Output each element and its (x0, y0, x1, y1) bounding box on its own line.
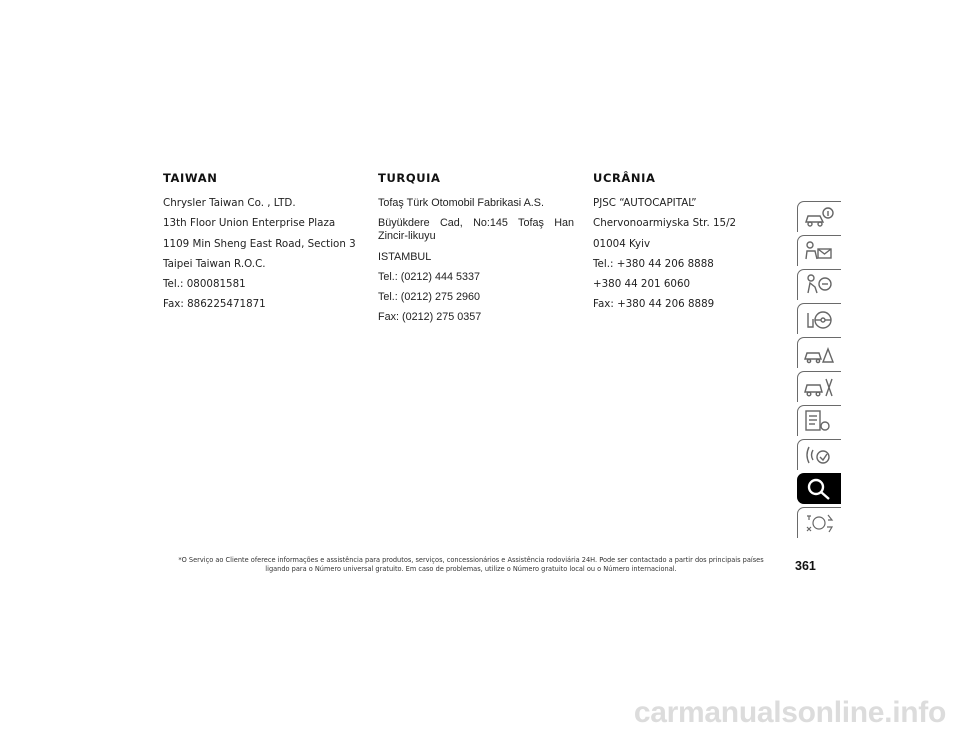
address-line: 1109 Min Sheng East Road, Section 3 (163, 237, 356, 250)
tab-index[interactable] (797, 507, 841, 538)
phone-line: Tel.: (0212) 444 5337 (378, 270, 481, 283)
phone-line: Tel.: 080081581 (163, 278, 246, 291)
footnote-line: *O Serviço ao Cliente oferece informações e assistência para produtos, serviços, concessionários e Assistência rodoviária 24H. Pode ser contactado a partir dos principais países (178, 556, 764, 564)
address-line: 01004 Kyiv (593, 237, 651, 250)
fax-line: Fax: 886225471871 (163, 298, 266, 311)
tab-multimedia[interactable] (797, 439, 841, 470)
address-line: Taipei Taiwan R.O.C. (163, 257, 266, 270)
tab-customer-assistance[interactable] (797, 473, 841, 504)
address-line: Tofaş Türk Otomobil Fabrikasi A.S. (378, 197, 545, 209)
address-line: 13th Floor Union Enterprise Plaza (163, 217, 336, 230)
phone-line: Tel.: (0212) 275 2960 (378, 291, 481, 304)
tab-getting-to-know[interactable] (797, 201, 841, 232)
car-mail-icon (803, 239, 835, 263)
tab-starting-operating[interactable] (797, 303, 841, 334)
watermark: carmanualsonline.info (633, 696, 946, 729)
car-tools-icon (803, 375, 835, 399)
car-info-icon (803, 205, 835, 229)
tab-instrument-panel[interactable] (797, 235, 841, 266)
tab-servicing-maintenance[interactable] (797, 371, 841, 402)
multimedia-icon (803, 443, 835, 467)
section-heading: TURQUIA (378, 171, 441, 185)
search-icon (803, 477, 835, 501)
steering-wheel-icon (803, 307, 835, 331)
address-line: ISTAMBUL (378, 250, 432, 263)
address-line: Chervonoarmiyska Str. 15/2 (593, 217, 737, 230)
footnote (165, 556, 777, 574)
footnote-line: ligando para o Número universal gratuito. Em caso de problemas, utilize o Número gratuito local ou o Número internacional. (265, 565, 677, 573)
section-heading: TAIWAN (163, 171, 218, 185)
tab-safety[interactable] (797, 269, 841, 300)
column-ucrania (593, 171, 789, 319)
tab-technical-specifications[interactable] (797, 405, 841, 436)
address-line: Chrysler Taiwan Co. , LTD. (163, 197, 296, 209)
language-index-icon (803, 511, 835, 535)
tab-in-case-of-emergency[interactable] (797, 337, 841, 368)
column-taiwan (163, 171, 359, 319)
page-number: 361 (795, 559, 816, 573)
chapter-tabs (797, 201, 841, 541)
phone-line: +380 44 201 6060 (593, 278, 691, 291)
section-heading: UCRÂNIA (593, 171, 656, 185)
address-line: PJSC “AUTOCAPITAL” (593, 197, 697, 209)
airbag-safety-icon (803, 273, 835, 297)
column-turquia (378, 171, 574, 332)
warning-triangle-icon (803, 341, 835, 365)
fax-line: Fax: (0212) 275 0357 (378, 311, 482, 324)
phone-line: Tel.: +380 44 206 8888 (593, 257, 714, 270)
fax-line: Fax: +380 44 206 8889 (593, 298, 715, 311)
maintenance-checklist-icon (803, 409, 835, 433)
address-line: Büyükdere Cad, No:145 Tofaş Han Zincir-likuyu (378, 217, 574, 243)
